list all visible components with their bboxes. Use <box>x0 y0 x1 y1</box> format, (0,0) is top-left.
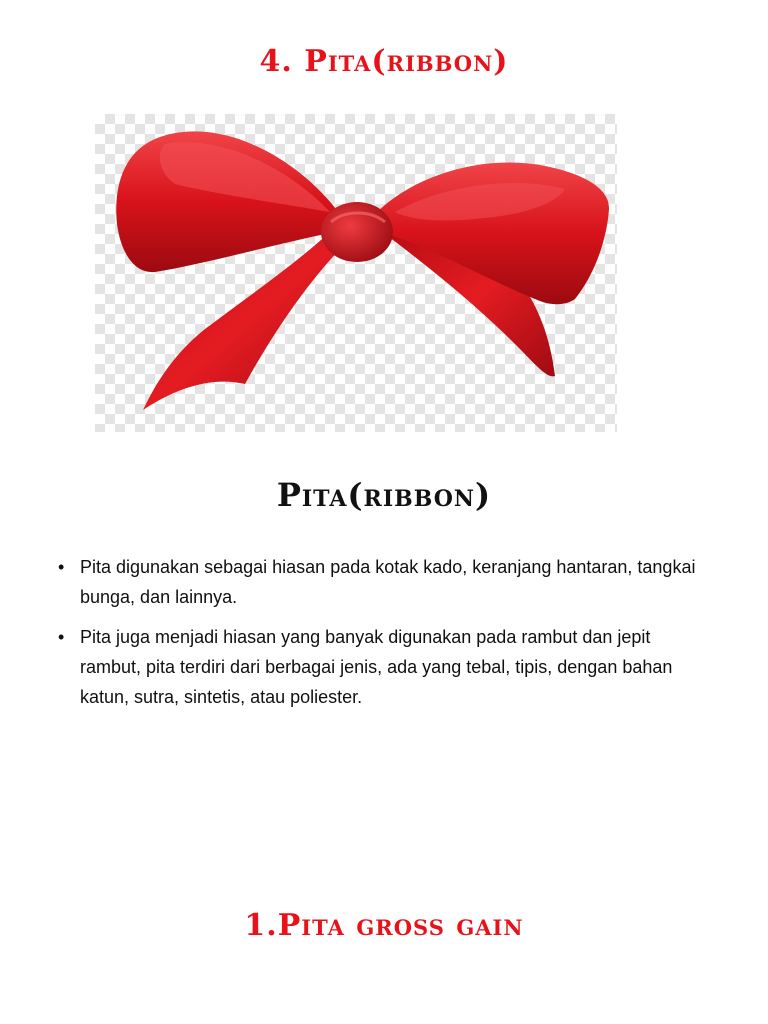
bullet-list <box>56 552 716 722</box>
section-heading: Pita(ribbon) <box>276 476 492 514</box>
red-ribbon-bow-image <box>95 114 617 432</box>
list-item <box>56 552 716 612</box>
slide-title: 4. Pita(ribbon) <box>259 44 509 79</box>
bullet-text: Pita juga menjadi hiasan yang banyak digunakan pada rambut dan jepit rambut, pita terdiri dari berbagai jenis, ada yang tebal, tipis, dengan bahan katun, sutra, sintetis, atau poliester. <box>80 627 673 707</box>
bullet-text: Pita digunakan sebagai hiasan pada kotak kado, keranjang hantaran, tangkai bunga, dan lainnya. <box>80 557 696 607</box>
next-slide-title: 1.Pita gross gain <box>244 908 524 943</box>
bullet-icon: • <box>58 557 65 577</box>
list-item <box>56 622 716 712</box>
bullet-icon: • <box>58 627 65 647</box>
ribbon-knot <box>321 202 393 262</box>
ribbon-bow-illustration <box>95 114 617 432</box>
